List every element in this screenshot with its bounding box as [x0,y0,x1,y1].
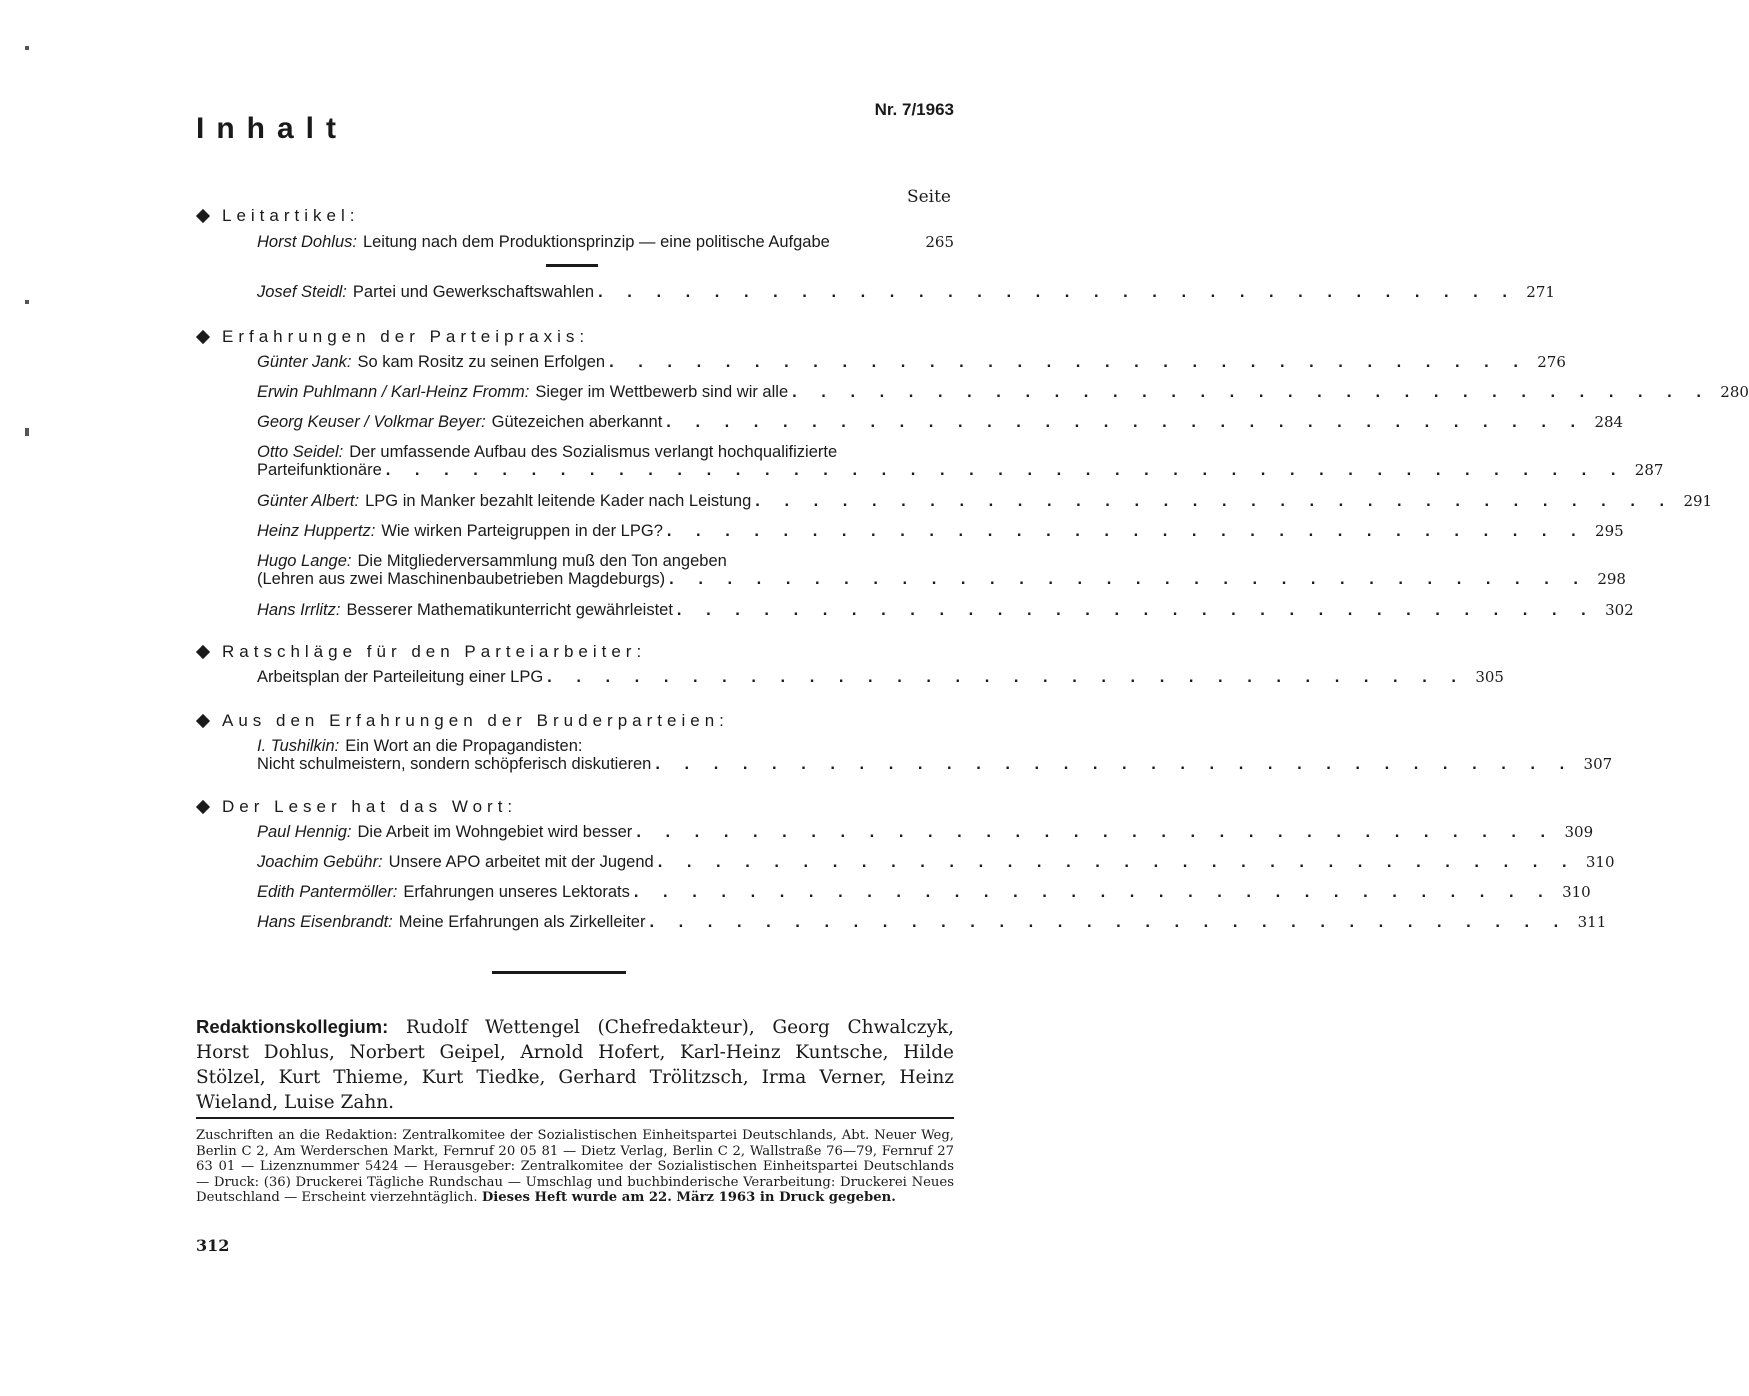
leader-dots: . . . . . . . . . . . . . . . . . . . . . . . . . . . . . . . . [676,601,1596,619]
entry-title-continued: Nicht schulmeistern, sondern schöpferisch diskutieren [257,755,652,773]
toc-entry[interactable] [257,522,1624,540]
entry-page: 284 [1594,413,1624,431]
section-title: Ratschläge für den Parteiarbeiter: [222,642,647,661]
toc-entry[interactable] [257,853,1615,871]
entry-page: 280 [1720,383,1749,401]
section-title: Erfahrungen der Parteipraxis: [222,327,590,346]
entry-page: 310 [1585,853,1615,871]
toc-entry[interactable] [257,443,1664,479]
divider [546,264,598,267]
entry-title: Leitung nach dem Produktionsprinzip — eine politische Aufgabe [362,233,830,251]
entry-author: Horst Dohlus: [257,233,357,251]
toc-section-ratschlaege [196,640,1504,686]
page-column-label: Seite [906,187,951,207]
entry-title-continued: Parteifunktionäre [257,461,382,479]
entry-title: Partei und Gewerkschaftswahlen [352,283,595,301]
entry-page: 302 [1605,601,1634,619]
entry-title: Der umfassende Aufbau des Sozialismus verlangt hochqualifizierte [349,443,838,461]
leader-dots: . . . . . . . . . . . . . . . . . . . . . . . . . . . . . . . . [633,883,1553,901]
entry-author: Heinz Huppertz: [257,522,376,540]
toc-section-leitartikel [196,204,1555,301]
imprint-print-date: Dieses Heft wurde am 22. März 1963 in Druck gegeben. [481,1190,896,1205]
leader-dots: . . . . . . . . . . . . . . . . . . . . . . . . . . . . . . . . [666,413,1586,431]
toc-entry[interactable] [257,883,1591,901]
leader-dots: . . . . . . . . . . . . . . . . . . . . . . . . . . . . . . . . [655,755,1575,773]
toc-entry[interactable] [257,233,954,251]
entry-author: Günter Jank: [257,353,352,371]
toc-entry[interactable] [257,283,1555,301]
entry-title: Die Arbeit im Wohngebiet wird besser [357,823,633,841]
issue-number: Nr. 7/1963 [874,100,954,119]
leader-dots: . . . . . . . . . . . . . . . . . . . . . . . . . . . . . . . . [598,283,1517,301]
entry-page: 291 [1683,492,1713,510]
toc-section-leser [196,795,1615,931]
imprint-text: Zuschriften an die Redaktion: Zentralkomitee der Sozialistischen Einheitspartei Deutschlands, Abt. Neuer Weg, Berlin C 2, Am Werderschen Markt, Fernruf 20 05 81 — Dietz Verlag, Berlin C 2, Wallstraße 76—79, Fernruf 27 63 01 — Lizenznummer 5424 — Herausgeber: Zentralkomitee der Sozialistischen Einheitspartei Deutschlands — Druck: (36) Druckerei Tägliche Rundschau — Umschlag und buchbinderische Verarbeitung: Druckerei Neues Deutschland — Erscheint vierzehntäglich. [196,1128,954,1205]
leader-dots: . . . . . . . . . . . . . . . . . . . . . . . . . . . . . . . . [657,853,1577,871]
divider [196,1117,954,1119]
section-title: Aus den Erfahrungen der Bruderparteien: [222,711,729,730]
entry-page: 276 [1537,353,1566,371]
page-title: Inhalt [196,112,348,145]
page-number: 312 [196,1236,230,1255]
leader-dots: . . . . . . . . . . . . . . . . . . . . . . . . . . . . . . . . [636,823,1556,841]
entry-author: Hans Irrlitz: [257,601,341,619]
entry-title-continued: (Lehren aus zwei Maschinenbaubetrieben Magdeburgs) [257,570,666,588]
editorial-board [196,1014,954,1115]
section-title: Leitartikel: [222,206,360,225]
entry-page: 298 [1597,570,1626,588]
imprint [196,1128,954,1206]
entry-author: Paul Hennig: [257,823,352,841]
leader-dots: . . . . . . . . . . . . . . . . . . . . . . . . . . . . . . . . . . . . . . . . . . . [385,461,1626,479]
editorial-board-label: Redaktionskollegium: [196,1016,389,1037]
entry-title: Sieger im Wettbewerb sind wir alle [535,383,789,401]
entry-title: Ein Wort an die Propagandisten: [345,737,583,755]
editorial-board-members: Rudolf Wettengel (Chefredakteur), Georg Chwalczyk, Horst Dohlus, Norbert Geipel, Arnold Hofert, Karl-Heinz Kuntsche, Hilde Stölzel, Kurt Thieme, Kurt Tiedke, Gerhard Trölitzsch, Irma Verner, Heinz Wieland, Luise Zahn. [196,1017,954,1113]
entry-page: 295 [1595,522,1624,540]
section-title: Der Leser hat das Wort: [222,797,518,816]
entry-title: Meine Erfahrungen als Zirkelleiter [398,913,646,931]
entry-page: 287 [1634,461,1664,479]
toc-entry[interactable] [257,668,1504,686]
entry-page: 265 [925,233,954,251]
toc-entry[interactable] [257,353,1566,371]
entry-page: 309 [1564,823,1594,841]
entry-author: Otto Seidel: [257,443,344,461]
leader-dots: . . . . . . . . . . . . . . . . . . . . . . . . . . . . . . . . [547,668,1466,686]
diamond-bullet-icon [196,714,210,728]
entry-author: Hans Eisenbrandt: [257,913,393,931]
toc-entry[interactable] [257,913,1607,931]
entry-page: 311 [1577,913,1607,931]
entry-title: Die Mitgliederversammlung muß den Ton angeben [357,552,727,570]
entry-title: Besserer Mathematikunterricht gewährleistet [346,601,673,619]
scan-mark [25,46,29,50]
entry-author: Günter Albert: [257,492,360,510]
entry-title: Unsere APO arbeitet mit der Jugend [388,853,654,871]
toc-entry[interactable] [257,552,1626,588]
entry-title: Erfahrungen unseres Lektorats [403,883,630,901]
entry-author: I. Tushilkin: [257,737,340,755]
leader-dots: . . . . . . . . . . . . . . . . . . . . . . . . . . . . . . . . [609,353,1528,371]
divider [492,971,626,974]
toc-entry[interactable] [257,601,1634,619]
entry-author: Josef Steidl: [257,283,347,301]
entry-page: 307 [1583,755,1613,773]
leader-dots: . . . . . . . . . . . . . . . . . . . . . . . . . . . . . . . . [792,383,1711,401]
leader-dots: . . . . . . . . . . . . . . . . . . . . . . . . . . . . . . . . [755,492,1675,510]
entry-page: 305 [1475,668,1504,686]
toc-entry[interactable] [257,383,1749,401]
entry-author: Georg Keuser / Volkmar Beyer: [257,413,486,431]
diamond-bullet-icon [196,645,210,659]
entry-page: 271 [1526,283,1555,301]
entry-author: Joachim Gebühr: [257,853,383,871]
entry-title: LPG in Manker bezahlt leitende Kader nach Leistung [365,492,752,510]
scan-mark [25,428,29,436]
toc-entry[interactable] [257,492,1713,510]
toc-entry[interactable] [257,737,1613,773]
entry-page: 310 [1562,883,1591,901]
entry-title: Arbeitsplan der Parteileitung einer LPG [257,668,544,686]
entry-author: Hugo Lange: [257,552,352,570]
scan-mark [25,300,29,304]
leader-dots: . . . . . . . . . . . . . . . . . . . . . . . . . . . . . . . . [666,522,1586,540]
diamond-bullet-icon [196,800,210,814]
leader-dots: . . . . . . . . . . . . . . . . . . . . . . . . . . . . . . . . [649,913,1569,931]
entry-title: So kam Rositz zu seinen Erfolgen [357,353,606,371]
diamond-bullet-icon [196,209,210,223]
toc-section-bruderparteien [196,709,1613,773]
leader-dots: . . . . . . . . . . . . . . . . . . . . . . . . . . . . . . . . [669,570,1588,588]
toc-entry[interactable] [257,823,1594,841]
toc-section-parteipraxis [196,325,1749,619]
entry-title: Wie wirken Parteigruppen in der LPG? [381,522,663,540]
entry-author: Edith Pantermöller: [257,883,398,901]
diamond-bullet-icon [196,330,210,344]
toc-entry[interactable] [257,413,1624,431]
entry-title: Gütezeichen aberkannt [491,413,663,431]
entry-author: Erwin Puhlmann / Karl-Heinz Fromm: [257,383,530,401]
